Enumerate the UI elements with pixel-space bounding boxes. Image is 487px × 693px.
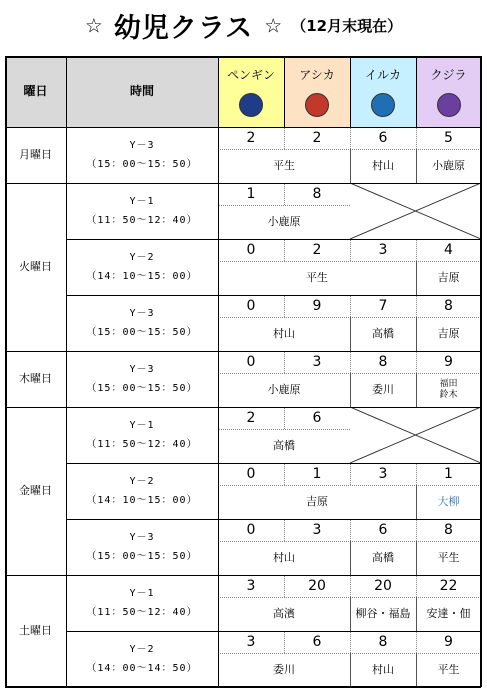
time-slot — [66, 407, 218, 463]
teacher-name: 大柳 — [437, 494, 460, 508]
teacher-name: 平生 — [273, 158, 295, 172]
teacher-name: 吉原 — [306, 494, 328, 508]
teacher-name: 村山 — [372, 158, 394, 172]
not-offered-cross — [350, 407, 481, 463]
teacher-name: 委川 — [372, 382, 394, 396]
time-range: （15：00～15：50） — [86, 383, 198, 394]
class-label: アシカ — [299, 68, 335, 82]
student-count: 0 — [246, 241, 256, 258]
student-count: 3 — [378, 465, 388, 482]
time-slot — [66, 631, 218, 687]
class-label: イルカ — [364, 68, 401, 82]
title-subtitle: （12月末現在） — [291, 17, 403, 35]
time-range: （14：00～14：50） — [86, 663, 198, 674]
student-count: 4 — [444, 241, 453, 258]
class-level: Y－1 — [129, 588, 155, 599]
student-count: 9 — [444, 353, 453, 370]
student-count: 2 — [246, 409, 256, 426]
teacher-name: 高橋 — [273, 438, 295, 452]
teacher-name: 吉原 — [437, 326, 460, 340]
student-count: 7 — [378, 297, 388, 314]
class-label: クジラ — [430, 68, 467, 82]
student-count: 20 — [374, 577, 392, 594]
student-count: 0 — [246, 353, 256, 370]
student-count: 6 — [312, 633, 322, 650]
time-range: （11：50～12：40） — [86, 607, 198, 618]
teacher-name: 村山 — [273, 326, 295, 340]
class-header-3 — [350, 56, 416, 127]
class-level: Y－3 — [129, 140, 155, 151]
time-range: （14：10～15：00） — [86, 495, 198, 506]
day-label: 火曜日 — [19, 259, 52, 273]
teacher-name: 吉原 — [437, 270, 460, 284]
penguin-icon — [239, 93, 263, 117]
teacher-name: 小鹿原 — [267, 382, 301, 396]
title-main: 幼児クラス — [113, 13, 254, 44]
teacher-name: 安達・佃 — [426, 606, 471, 620]
teacher-name: 小鹿原 — [432, 158, 465, 172]
student-count: 5 — [444, 129, 453, 146]
class-label: ペンギン — [227, 68, 275, 82]
class-header-4 — [416, 56, 481, 127]
student-count: 6 — [378, 521, 388, 538]
time-slot — [66, 519, 218, 575]
day-label: 木曜日 — [19, 371, 52, 385]
class-header-1 — [218, 56, 284, 127]
time-range: （15：00～15：50） — [86, 551, 198, 562]
time-range: （11：50～12：40） — [86, 215, 198, 226]
student-count: 3 — [312, 353, 322, 370]
time-range: （11：50～12：40） — [86, 439, 198, 450]
teacher-name: 平生 — [306, 270, 328, 284]
student-count: 1 — [312, 465, 322, 482]
star-icon-right: ☆ — [264, 13, 283, 38]
student-count: 8 — [378, 633, 388, 650]
student-count: 2 — [312, 241, 322, 258]
dolphin-icon — [371, 93, 395, 117]
teacher-name: 平生 — [437, 550, 460, 564]
time-slot — [66, 575, 218, 631]
star-icon-left: ☆ — [84, 13, 103, 38]
student-count: 22 — [439, 577, 458, 594]
class-level: Y－2 — [129, 252, 155, 263]
student-count: 1 — [246, 185, 256, 202]
whale-icon — [437, 93, 461, 117]
student-count: 3 — [246, 633, 256, 650]
time-slot — [66, 127, 218, 183]
student-count: 9 — [312, 297, 322, 314]
sea-lion-icon — [305, 93, 329, 117]
class-level: Y－3 — [129, 532, 155, 543]
teacher-name: 福田 鈴木 — [439, 378, 458, 400]
class-header-2 — [284, 56, 350, 127]
header-day: 曜日 — [5, 56, 66, 127]
student-count: 2 — [246, 129, 256, 146]
time-slot — [66, 463, 218, 519]
student-count: 8 — [378, 353, 388, 370]
teacher-name: 小鹿原 — [267, 214, 301, 228]
class-level: Y－1 — [129, 420, 155, 431]
time-slot — [66, 351, 218, 407]
student-count: 8 — [444, 521, 453, 538]
teacher-name: 委川 — [273, 662, 295, 676]
time-range: （14：10～15：00） — [86, 271, 198, 282]
teacher-name: 平生 — [437, 662, 460, 676]
teacher-name: 村山 — [273, 550, 295, 564]
time-range: （15：00～15：50） — [86, 327, 198, 338]
class-level: Y－2 — [129, 476, 155, 487]
time-slot — [66, 239, 218, 295]
student-count: 6 — [378, 129, 388, 146]
class-level: Y－3 — [129, 364, 155, 375]
time-slot — [66, 183, 218, 239]
student-count: 3 — [312, 521, 322, 538]
student-count: 9 — [444, 633, 453, 650]
student-count: 6 — [312, 409, 322, 426]
header-time: 時間 — [66, 56, 218, 127]
teacher-name: 村山 — [372, 662, 394, 676]
day-label: 土曜日 — [19, 623, 52, 637]
student-count: 0 — [246, 465, 256, 482]
day-label: 月曜日 — [19, 147, 52, 161]
student-count: 0 — [246, 521, 256, 538]
teacher-name: 高濱 — [273, 606, 295, 620]
not-offered-cross — [350, 183, 481, 239]
student-count: 2 — [312, 129, 322, 146]
teacher-name: 高橋 — [372, 326, 394, 340]
student-count: 3 — [246, 577, 256, 594]
class-level: Y－2 — [129, 644, 155, 655]
student-count: 8 — [444, 297, 453, 314]
time-slot — [66, 295, 218, 351]
student-count: 20 — [308, 577, 326, 594]
day-label: 金曜日 — [19, 483, 52, 497]
student-count: 8 — [312, 185, 322, 202]
student-count: 1 — [444, 465, 453, 482]
student-count: 3 — [378, 241, 388, 258]
student-count: 0 — [246, 297, 256, 314]
class-level: Y－3 — [129, 308, 155, 319]
class-level: Y－1 — [129, 196, 155, 207]
teacher-name: 高橋 — [372, 550, 394, 564]
teacher-name: 柳谷・福島 — [355, 606, 411, 620]
time-range: （15：00～15：50） — [86, 159, 198, 170]
